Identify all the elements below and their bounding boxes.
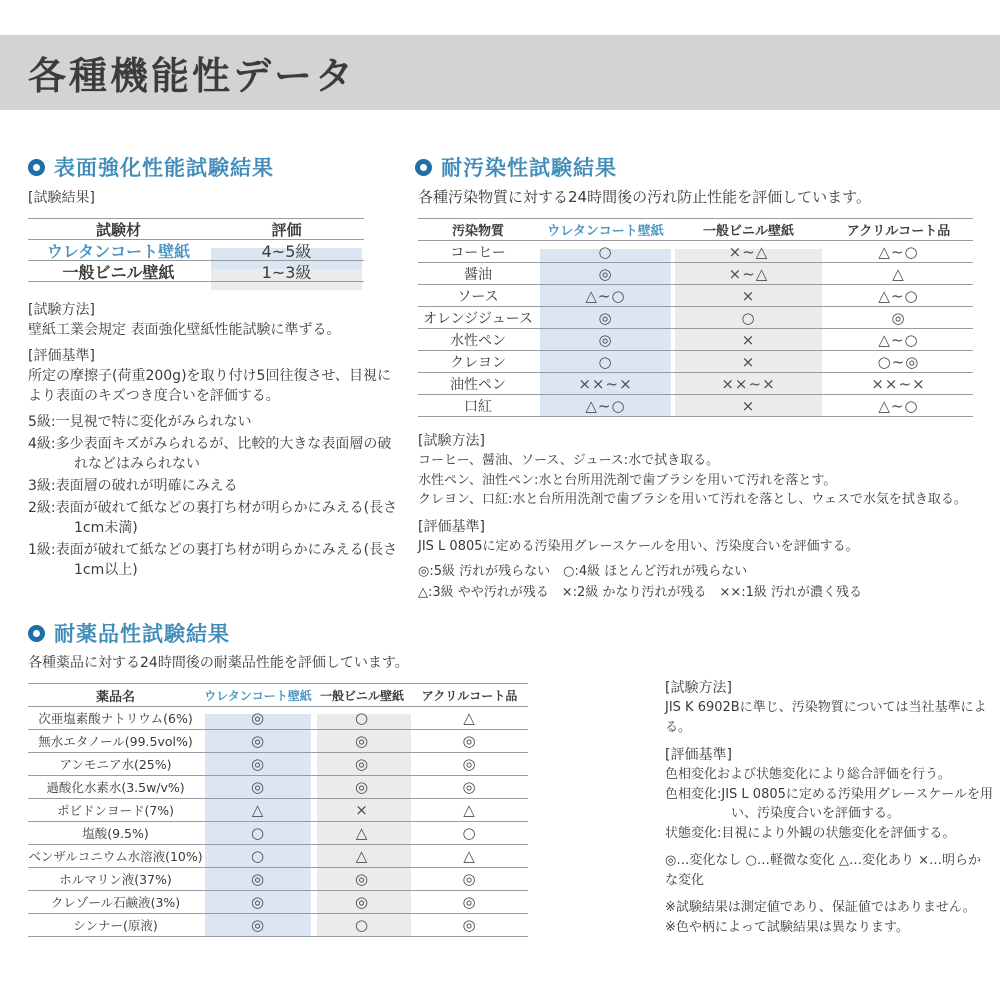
method-text: クレヨン、口紅:水と台所用洗剤で歯ブラシを用いて汚れを落とし、ウェスで水気を拭き取る。	[418, 492, 967, 507]
rating-cell: ◎	[462, 732, 477, 750]
rating-cell: ◎	[250, 755, 266, 773]
method-label: [試験方法]	[665, 680, 732, 696]
column-header: 汚染物質	[451, 224, 504, 239]
criteria-text: 色相変化:JIS L 0805に定める汚染用グレースケールを用い、汚染度合いを評価する。	[665, 786, 993, 821]
grade-item: 2級:表面が破れて紙などの裏打ち材が明らかにみえる(長さ1cm未満)	[28, 500, 398, 536]
table-row	[28, 730, 528, 753]
method-text: 壁紙工業会規定 表面強化壁紙性能試験に準ずる。	[28, 322, 341, 338]
chemical-cell: クレゾール石鹸液(3%)	[50, 895, 181, 910]
substance-cell: コーヒー	[450, 244, 506, 261]
rating-cell: ◎	[250, 778, 266, 796]
method-text: JIS K 6902Bに準じ、汚染物質については当社基準による。	[665, 700, 987, 735]
legend-line: ◎:5級 汚れが残らない ○:4級 ほとんど汚れが残らない	[418, 564, 748, 579]
criteria-label: [評価基準]	[665, 747, 732, 763]
table-row	[28, 261, 364, 282]
rating-cell: ◎	[250, 916, 266, 934]
table-row	[28, 799, 528, 822]
substance-cell: オレンジジュース	[423, 310, 533, 327]
section-subtitle: 各種汚染物質に対する24時間後の汚れ防止性能を評価しています。	[418, 188, 871, 206]
rating-cell: ××~×	[871, 374, 926, 393]
grade-item: 4級:多少表面キズがみられるが、比較的大きな表面層の破れなどはみられない	[28, 436, 392, 472]
rating-cell: ◎	[462, 916, 477, 934]
method-label: [試験方法]	[28, 302, 95, 318]
stain-notes	[418, 431, 990, 603]
rating-cell: ◎	[354, 870, 370, 888]
rating-cell: △	[463, 709, 476, 727]
section-surface-heading	[28, 152, 274, 182]
substance-cell: 醤油	[464, 266, 492, 283]
rating-cell: ◎	[462, 893, 477, 911]
method-text: コーヒー、醤油、ソース、ジュース:水で拭き取る。	[418, 453, 720, 468]
rating-cell: △~○	[585, 286, 626, 305]
criteria-text: 色相変化および状態変化により総合評価を行う。	[665, 767, 952, 782]
substance-cell: ソース	[457, 288, 499, 305]
rating-cell: ◎	[462, 755, 477, 773]
rating-cell: ×~△	[728, 264, 769, 283]
rating-cell: △~○	[878, 286, 919, 305]
rating-cell: ×	[355, 801, 369, 819]
rating-cell: ○	[250, 847, 266, 865]
column-header: 評価	[271, 220, 302, 239]
table-row	[28, 753, 528, 776]
table-row	[28, 776, 528, 799]
rating-cell: △	[251, 801, 265, 819]
column-header: ウレタンコート壁紙	[204, 688, 312, 703]
rating-cell: △	[463, 801, 476, 819]
rating-cell: ◎	[891, 308, 906, 327]
rating-cell: △	[892, 264, 905, 283]
rating-cell: ×	[741, 286, 756, 305]
rating-cell: ○	[250, 824, 266, 842]
chemical-table	[28, 683, 528, 937]
chemical-cell: アンモニア水(25%)	[59, 757, 172, 772]
section-title: 耐薬品性試験結果	[54, 622, 230, 646]
section-chemical-heading	[28, 618, 230, 648]
table-row	[418, 241, 973, 263]
method-text: 水性ペン、油性ペン:水と台所用洗剤で歯ブラシを用いて汚れを落とす。	[418, 472, 837, 488]
criteria-label: [評価基準]	[418, 518, 485, 535]
method-label: [試験方法]	[418, 433, 485, 449]
grade-item: 1級:表面が破れて紙などの裏打ち材が明らかにみえる(長さ1cm以上)	[28, 542, 398, 578]
chemical-cell: 無水エタノール(99.5vol%)	[38, 734, 193, 749]
rating-cell: ◎	[598, 330, 613, 349]
chemical-cell: ホルマリン液(37%)	[59, 872, 172, 887]
rating-cell: △	[355, 824, 369, 842]
rating-cell: ◎	[462, 778, 477, 796]
chemical-cell: 次亜塩素酸ナトリウム(6%)	[38, 711, 193, 726]
rating-cell: ○	[598, 352, 613, 371]
table-row	[28, 240, 364, 261]
column-header: 薬品名	[95, 689, 135, 705]
chemical-cell: シンナー(原液)	[73, 918, 158, 933]
rating-cell: ××~×	[721, 374, 776, 393]
criteria-text: 状態変化:目視により外観の状態変化を評価する。	[665, 825, 956, 841]
table-row	[418, 329, 973, 351]
table-row	[28, 845, 528, 868]
rating-cell: ○~◎	[877, 352, 920, 371]
table-row	[28, 822, 528, 845]
rating-cell: ×~△	[728, 242, 769, 261]
table-row	[28, 868, 528, 891]
rating-cell: ◎	[354, 778, 370, 796]
rating-cell: ○	[462, 824, 477, 842]
rating-cell: ◎	[250, 709, 266, 727]
table-row	[28, 914, 528, 937]
table-row	[418, 395, 973, 417]
rating-cell: ◎	[462, 870, 477, 888]
table-header-row	[28, 684, 528, 707]
rating-cell: △	[463, 847, 476, 865]
chemical-cell: 塩酸(9.5%)	[82, 826, 149, 841]
rating-cell: △~○	[878, 242, 919, 261]
column-header: 一般ビニル壁紙	[702, 224, 794, 239]
rating-cell: ◎	[354, 755, 370, 773]
table-row	[418, 351, 973, 373]
rating-cell: ◎	[354, 893, 370, 911]
section-subtitle: 各種薬品に対する24時間後の耐薬品性能を評価しています。	[28, 655, 409, 671]
rating-cell: ◎	[250, 893, 266, 911]
rating-cell: ◎	[250, 870, 266, 888]
substance-cell: 油性ペン	[450, 376, 506, 393]
column-header: ウレタンコート壁紙	[547, 224, 664, 239]
rating-cell: 1~3級	[261, 262, 312, 282]
material-cell: 一般ビニル壁紙	[62, 262, 175, 282]
substance-cell: 水性ペン	[450, 332, 506, 349]
chemical-cell: ポビドンヨード(7%)	[56, 803, 175, 818]
column-header: 一般ビニル壁紙	[319, 688, 404, 703]
rating-cell: ○	[354, 709, 370, 727]
criteria-text: 所定の摩擦子(荷重200g)を取り付け5回往復させ、目視により表面のキズつき度合いを評価する。	[28, 368, 392, 404]
chemical-notes	[665, 678, 993, 937]
rating-cell: ◎	[598, 308, 613, 327]
circle-bullet-icon	[28, 159, 45, 176]
rating-cell: ×	[741, 352, 756, 371]
rating-cell: ×	[741, 396, 756, 415]
table-header-row	[28, 219, 364, 240]
chemical-cell: ベンザルコニウム水溶液(10%)	[28, 849, 203, 864]
rating-cell: 4~5級	[261, 241, 312, 261]
rating-cell: △~○	[585, 396, 626, 415]
material-cell: ウレタンコート壁紙	[46, 241, 191, 261]
rating-cell: ××~×	[578, 374, 633, 393]
table-row	[418, 263, 973, 285]
column-header: 試験材	[95, 220, 141, 239]
legend-line: △:3級 やや汚れが残る ×:2級 かなり汚れが残る ××:1級 汚れが濃く残る	[418, 585, 863, 600]
circle-bullet-icon	[415, 159, 432, 176]
section-title: 耐汚染性試験結果	[441, 156, 617, 180]
criteria-label: [評価基準]	[28, 348, 95, 364]
rating-cell: △~○	[878, 396, 919, 415]
grade-item: 5級:一見視で特に変化がみられない	[28, 414, 252, 430]
rating-cell: ○	[741, 308, 756, 327]
table-header-row	[418, 219, 973, 241]
legend-line: ◎…変化なし ○…軽微な変化 △…変化あり ×…明らかな変化	[665, 853, 981, 888]
page-title: 各種機能性データ	[28, 54, 357, 98]
circle-bullet-icon	[28, 625, 45, 642]
rating-cell: ◎	[250, 732, 266, 750]
grade-item: 3級:表面層の破れが明確にみえる	[28, 478, 238, 494]
table-row	[28, 707, 528, 730]
rating-cell: ◎	[354, 732, 370, 750]
table-row	[418, 373, 973, 395]
disclaimer-note: ※試験結果は測定値であり、保証値ではありません。	[665, 900, 976, 915]
table-row	[418, 285, 973, 307]
surface-table	[28, 218, 364, 282]
rating-cell: △~○	[878, 330, 919, 349]
rating-cell: △	[355, 847, 369, 865]
stain-table	[418, 218, 973, 417]
column-header: アクリルコート品	[846, 224, 951, 239]
result-label: [試験結果]	[28, 190, 95, 206]
substance-cell: クレヨン	[450, 354, 506, 371]
table-row	[418, 307, 973, 329]
rating-cell: ×	[741, 330, 756, 349]
page-banner	[0, 35, 1000, 110]
column-header: アクリルコート品	[421, 688, 518, 703]
chemical-cell: 過酸化水素水(3.5w/v%)	[46, 780, 185, 795]
rating-cell: ○	[354, 916, 370, 934]
disclaimer-note: ※色や柄によって試験結果は異なります。	[665, 919, 909, 935]
table-row	[28, 891, 528, 914]
surface-notes	[28, 300, 400, 580]
substance-cell: 口紅	[464, 398, 492, 415]
section-stain-heading	[415, 152, 617, 182]
section-title: 表面強化性能試験結果	[54, 156, 274, 180]
rating-cell: ◎	[598, 264, 613, 283]
criteria-text: JIS L 0805に定める汚染用グレースケールを用い、汚染度合いを評価する。	[418, 538, 859, 554]
rating-cell: ○	[598, 242, 613, 261]
